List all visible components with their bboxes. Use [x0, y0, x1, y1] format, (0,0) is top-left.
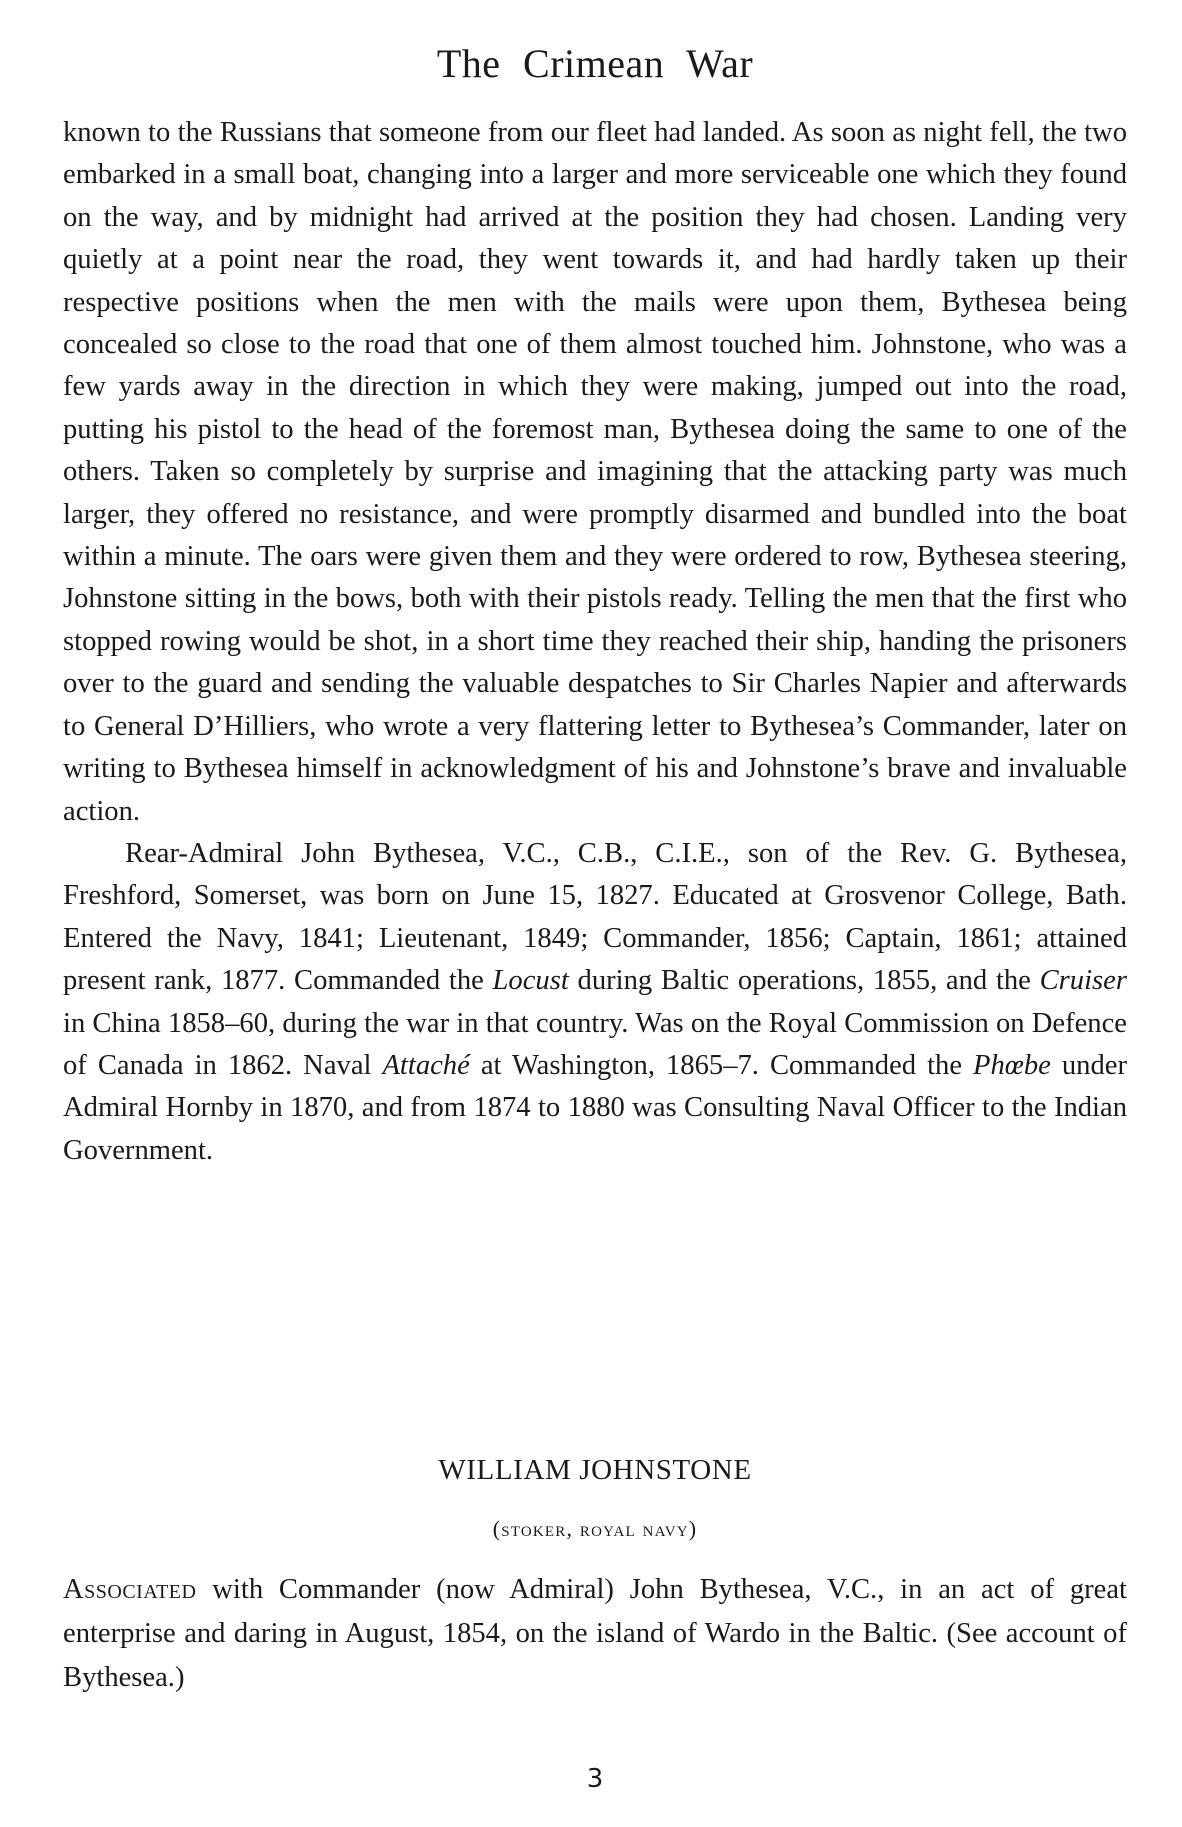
paragraph-2-text-c: in China 1858–60, during the war in that country. Was on the Royal Commission on Defence of Canada in 1862. Naval	[63, 1007, 1127, 1081]
paragraph-2-text-e: under Admiral Hornby in 1870, and from 1874 to 1880 was Consulting Naval Officer to the Indian Government.	[63, 1049, 1127, 1166]
ship-name-locust: Locust	[492, 965, 569, 997]
page-number: 3	[586, 1764, 604, 1794]
ship-name-cruiser: Cruiser	[1039, 965, 1127, 997]
word-attache: Attaché	[382, 1049, 470, 1081]
section-lead-word: Associated	[63, 1574, 197, 1605]
section-title: WILLIAM JOHNSTONE	[438, 1454, 752, 1486]
section-body-text: with Commander (now Admiral) John Bythesea, V.C., in an act of great enterprise and daring in August, 1854, on the island of Wardo in the Baltic. (See account of Bythesea.)	[63, 1574, 1127, 1693]
running-head: The Crimean War	[436, 41, 754, 86]
ship-name-phoebe: Phœbe	[973, 1049, 1051, 1081]
section-body	[63, 1568, 1127, 1700]
section-paragraph	[63, 1568, 1127, 1700]
paragraph-2-text-a: Rear-Admiral John Bythesea, V.C., C.B., C.I.E., son of the Rev. G. Bythesea, Freshford, Somerset, was born on June 15, 1827. Educated at Grosvenor College, Bath. Entered the Navy, 1841; Lieutenant, 1849; Commander, 1856; Captain, 1861; attained present rank, 1877. Commanded the	[63, 837, 1127, 997]
paragraph-1	[63, 112, 1127, 833]
paragraph-2-text-d: at Washington, 1865–7. Commanded the	[469, 1049, 974, 1081]
paragraph-2	[63, 833, 1127, 1172]
section-subtitle: (stoker, royal navy)	[492, 1516, 698, 1541]
paragraph-1-text: known to the Russians that someone from our fleet had landed. As soon as night fell, the two embarked in a small boat, changing into a larger and more serviceable one which they found on the way, and by midnight had arrived at the position they had chosen. Landing very quietly at a point near the road, they went towards it, and had hardly taken up their respective positions when the men with the mails were upon them, Bythesea being concealed so close to the road that one of them almost touched him. Johnstone, who was a few yards away in the direction in which they were making, jumped out into the road, putting his pistol to the head of the foremost man, Bythesea doing the same to one of the others. Taken so completely by surprise and imagining that the attacking party was much larger, they offered no resistance, and were promptly disarmed and bundled into the boat within a minute. The oars were given them and they were ordered to row, Bythesea steering, Johnstone sitting in the bows, both with their pistols ready. Telling the men that the first who stopped rowing would be shot, in a short time they reached their ship, handing the prisoners over to the guard and sending the valuable despatches to Sir Charles Napier and afterwards to General D’Hilliers, who wrote a very flattering letter to Bythesea’s Commander, later on writing to Bythesea himself in acknowledgment of his and Johnstone’s brave and invaluable action.	[63, 117, 1127, 827]
paragraph-2-text-b: during Baltic operations, 1855, and the	[568, 965, 1040, 997]
body-text	[63, 112, 1127, 1172]
